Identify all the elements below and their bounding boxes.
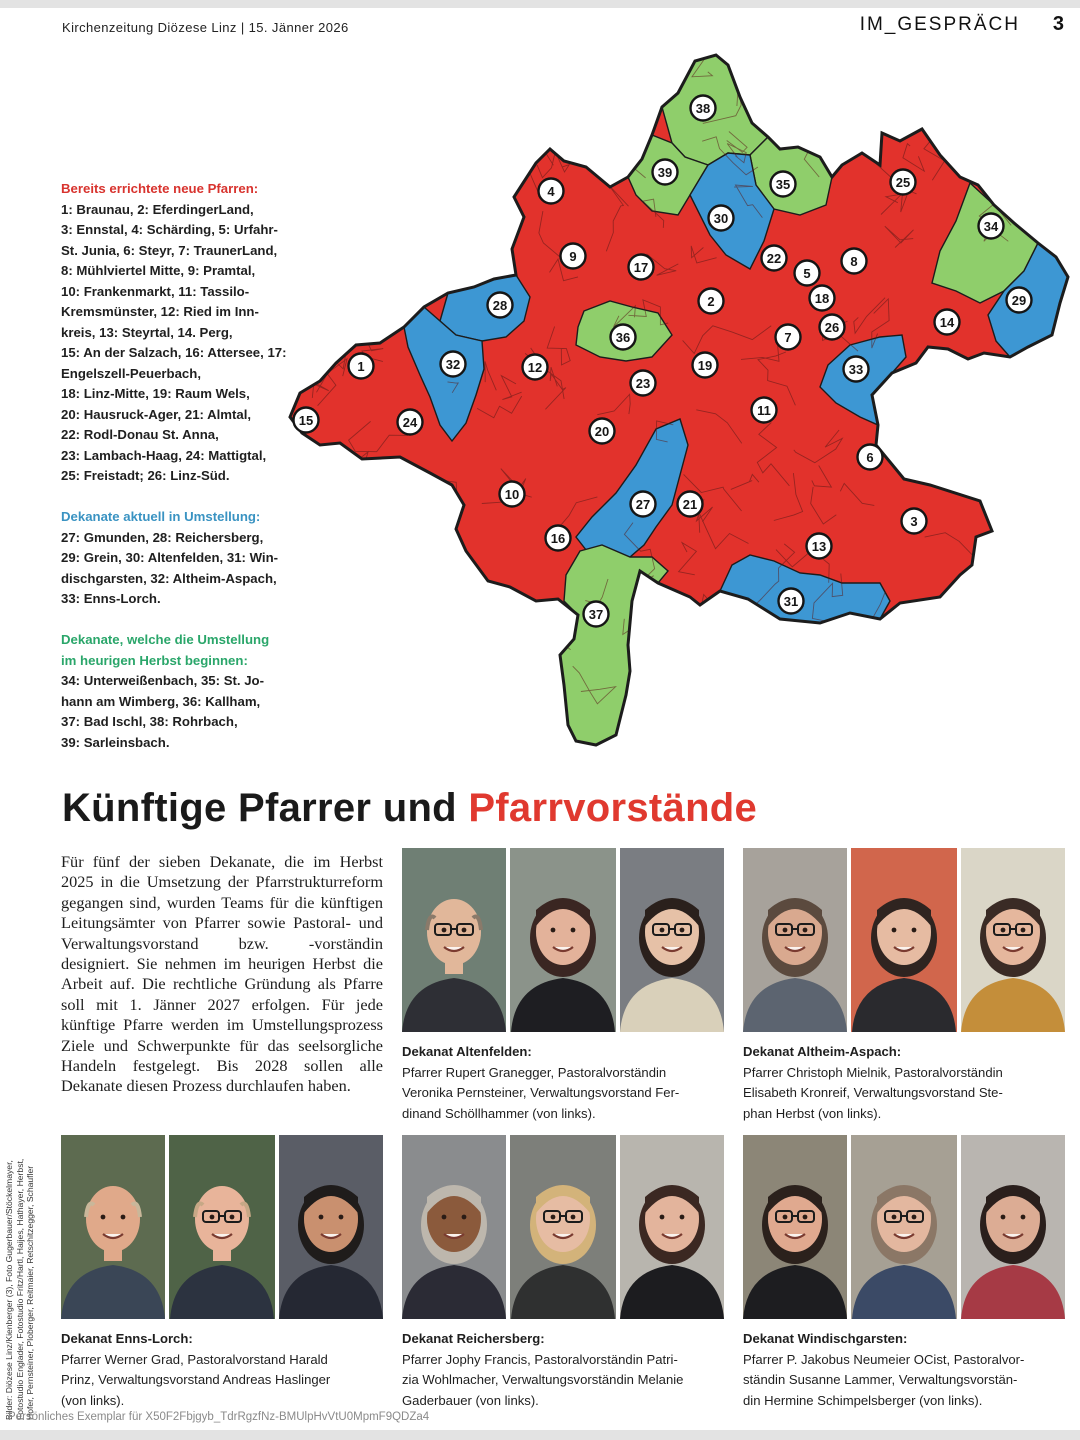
- municipality-border: [1039, 475, 1060, 509]
- municipality-border: [339, 126, 358, 154]
- municipality-border: [350, 303, 371, 334]
- legend-established: [61, 179, 313, 487]
- marker-label: 26: [824, 320, 840, 335]
- marker-label: 29: [1011, 293, 1027, 308]
- marker-label: 2: [707, 294, 715, 309]
- municipality-border: [709, 647, 767, 690]
- marker-31: [779, 589, 804, 614]
- marker-label: 15: [298, 413, 314, 428]
- page-number: 3: [1052, 13, 1064, 35]
- caption-line: (von links).: [61, 1392, 125, 1408]
- marker-16: [546, 526, 571, 551]
- legend-line: 34: Unterweißenbach, 35: St. Jo-: [61, 673, 264, 688]
- municipality-border: [404, 71, 433, 95]
- photo-caption: [743, 1042, 1065, 1124]
- marker-18: [810, 286, 835, 311]
- marker-10: [500, 482, 525, 507]
- legend-line: 37: Bad Ischl, 38: Rohrbach,: [61, 714, 238, 729]
- legend-heading-transition: Dekanate aktuell in Umstellung:: [61, 509, 261, 524]
- caption-line: Pfarrer P. Jakobus Neumeier OCist, Pastoralvor-: [743, 1351, 1025, 1367]
- municipality-border: [463, 710, 486, 731]
- marker-13: [807, 534, 832, 559]
- legend-line: 39: Sarleinsbach.: [61, 734, 170, 750]
- article-headline: [62, 786, 757, 831]
- marker-4: [539, 179, 564, 204]
- legend-heading-autumn: Dekanate, welche die Umstellung: [61, 632, 270, 647]
- photo-row: [61, 1135, 383, 1319]
- marker-29: [1007, 288, 1032, 313]
- marker-1: [349, 354, 374, 379]
- legend-heading-autumn-2: im heurigen Herbst beginnen:: [61, 652, 248, 668]
- marker-label: 11: [757, 403, 771, 418]
- photo-row: [402, 848, 724, 1032]
- municipality-border: [834, 698, 870, 719]
- municipality-border: [334, 111, 353, 154]
- municipality-border: [442, 129, 479, 150]
- municipality-border: [422, 45, 467, 91]
- municipality-border: [1039, 544, 1059, 572]
- marker-label: 18: [814, 291, 830, 306]
- municipality-border: [517, 635, 541, 676]
- municipality-border: [302, 579, 343, 604]
- marker-23: [631, 371, 656, 396]
- marker-label: 14: [939, 315, 955, 330]
- portrait-photo: [743, 848, 847, 1032]
- legend-line: 15: An der Salzach, 16: Attersee, 17:: [61, 345, 287, 360]
- municipality-border: [844, 671, 865, 728]
- marker-9: [561, 244, 586, 269]
- group-reichersberg: [402, 1135, 724, 1411]
- municipality-border: [1005, 392, 1051, 400]
- municipality-border: [373, 646, 428, 678]
- headline-part-1: Künftige Pfarrer und: [62, 786, 469, 830]
- municipality-border: [880, 658, 901, 698]
- municipality-border: [750, 83, 772, 115]
- marker-label: 21: [682, 497, 698, 512]
- publication-line: Kirchenzeitung Diözese Linz | 15. Jänner 2026: [62, 20, 349, 35]
- marker-label: 7: [784, 330, 792, 345]
- marker-label: 4: [547, 184, 555, 199]
- marker-label: 33: [848, 362, 864, 377]
- municipality-border: [652, 601, 670, 658]
- legend-line: kreis, 13: Steyrtal, 14. Perg,: [61, 324, 233, 340]
- municipality-border: [437, 271, 470, 287]
- marker-label: 37: [588, 607, 604, 622]
- marker-34: [979, 214, 1004, 239]
- municipality-border: [703, 629, 725, 669]
- municipality-border: [919, 366, 946, 391]
- marker-label: 30: [713, 211, 729, 226]
- portrait-photo: [620, 848, 724, 1032]
- municipality-border: [280, 256, 305, 277]
- marker-label: 35: [775, 177, 791, 192]
- municipality-border: [558, 67, 624, 99]
- marker-label: 39: [657, 165, 673, 180]
- legend-autumn: [61, 630, 313, 753]
- caption-line: dinand Schöllhammer (von links).: [402, 1105, 596, 1121]
- marker-label: 34: [983, 219, 999, 234]
- portrait-photo: [851, 848, 957, 1032]
- municipality-border: [436, 176, 466, 196]
- marker-label: 17: [633, 260, 649, 275]
- marker-label: 13: [811, 539, 827, 554]
- section-label: IM_GESPRÄCH: [859, 14, 1020, 35]
- marker-label: 12: [527, 360, 543, 375]
- caption-line: ständin Susanne Lammer, Verwaltungsvorstän-: [743, 1372, 1018, 1387]
- marker-24: [398, 410, 423, 435]
- marker-33: [844, 357, 869, 382]
- municipality-border: [430, 682, 447, 731]
- municipality-border: [987, 365, 1030, 397]
- marker-label: 3: [910, 514, 918, 529]
- legend-line: 3: Ennstal, 4: Schärding, 5: Urfahr-: [61, 222, 278, 237]
- marker-15: [294, 408, 319, 433]
- marker-2: [699, 289, 724, 314]
- marker-8: [842, 249, 867, 274]
- portrait-photo: [169, 1135, 275, 1319]
- portrait-photo: [961, 1135, 1065, 1319]
- legend-lines-autumn: [61, 671, 313, 753]
- municipality-border: [361, 256, 405, 303]
- marker-37: [584, 602, 609, 627]
- municipality-border: [280, 349, 316, 383]
- caption-line: Elisabeth Kronreif, Verwaltungsvorstand Ste-: [743, 1085, 1003, 1100]
- portrait-photo: [61, 1135, 165, 1319]
- caption-line: Pfarrer Christoph Mielnik, Pastoralvorständin: [743, 1064, 1003, 1080]
- legend-lines-transition: [61, 528, 313, 610]
- marker-35: [771, 172, 796, 197]
- marker-label: 8: [850, 254, 858, 269]
- marker-label: 22: [766, 251, 782, 266]
- municipality-border: [439, 228, 467, 281]
- caption-line: zia Wohlmacher, Verwaltungsvorständin Melanie: [402, 1372, 684, 1387]
- municipality-border: [398, 81, 420, 98]
- municipality-border: [868, 700, 901, 726]
- legend-lines-established: [61, 200, 313, 487]
- municipality-border: [1024, 376, 1042, 410]
- headline-part-2: Pfarrvorstände: [468, 786, 758, 830]
- marker-11: [752, 398, 777, 423]
- marker-label: 25: [895, 175, 911, 190]
- municipality-border: [327, 641, 346, 684]
- municipality-border: [297, 195, 330, 248]
- photo-caption: [402, 1042, 724, 1124]
- watermark: Persönliches Exemplar für X50F2Fbjgyb_TdrRgzfNz-BMUlpHvVtU0MpmF9QDZa4: [8, 1411, 430, 1423]
- marker-label: 16: [550, 531, 566, 546]
- bottom-strip: [0, 1430, 1080, 1440]
- marker-label: 19: [697, 358, 713, 373]
- marker-7: [776, 325, 801, 350]
- marker-label: 1: [357, 359, 365, 374]
- legend-heading-established: Bereits errichtete neue Pfarren:: [61, 181, 259, 196]
- municipality-border: [835, 88, 862, 127]
- marker-label: 6: [866, 450, 874, 465]
- marker-26: [820, 315, 845, 340]
- photo-caption: [402, 1329, 724, 1411]
- municipality-border: [435, 664, 453, 720]
- group-altenfelden: [402, 848, 724, 1124]
- marker-label: 20: [594, 424, 610, 439]
- municipality-border: [627, 107, 647, 142]
- legend-line: dischgarsten, 32: Altheim-Aspach,: [61, 570, 277, 586]
- municipality-border: [280, 274, 309, 305]
- credit-line-3: Hofer, Pernsteiner, Ploberger, Reitmaier, Retschitzegger, Schaufler: [25, 1165, 36, 1420]
- caption-line: Prinz, Verwaltungsvorstand Andreas Haslinger: [61, 1372, 331, 1387]
- marker-5: [795, 261, 820, 286]
- municipality-border: [1003, 406, 1035, 447]
- marker-14: [935, 310, 960, 335]
- marker-32: [441, 352, 466, 377]
- municipality-border: [449, 99, 492, 125]
- region-bad-ischl: [560, 545, 668, 745]
- marker-22: [762, 246, 787, 271]
- marker-21: [678, 492, 703, 517]
- legend-line: Kremsmünster, 12: Ried im Inn-: [61, 304, 259, 319]
- municipality-border: [983, 61, 1011, 75]
- municipality-border: [896, 692, 930, 700]
- caption-line: phan Herbst (von links).: [743, 1105, 882, 1121]
- municipality-border: [532, 614, 570, 650]
- municipality-border: [737, 46, 761, 79]
- caption-line: Gaderbauer (von links).: [402, 1392, 539, 1408]
- legend-line: 25: Freistadt; 26: Linz-Süd.: [61, 468, 230, 483]
- photo-row: [743, 848, 1065, 1032]
- legend-transition: [61, 507, 313, 610]
- marker-28: [488, 293, 513, 318]
- map-legend: [61, 179, 313, 774]
- group-altheim-aspach: [743, 848, 1065, 1124]
- legend-line: 20: Hausruck-Ager, 21: Almtal,: [61, 406, 252, 422]
- caption-line: Pfarrer Werner Grad, Pastoralvorstand Harald: [61, 1351, 328, 1367]
- caption-line: din Hermine Schimpelsberger (von links).: [743, 1392, 983, 1408]
- marker-25: [891, 170, 916, 195]
- marker-19: [693, 353, 718, 378]
- municipality-border: [471, 51, 509, 88]
- caption-title: Dekanat Altenfelden:: [402, 1044, 532, 1059]
- legend-line: 33: Enns-Lorch.: [61, 591, 161, 606]
- portrait-photo: [620, 1135, 724, 1319]
- municipality-border: [865, 45, 890, 72]
- municipality-border: [471, 96, 510, 129]
- marker-label: 32: [445, 357, 461, 372]
- article-intro: Für fünf der sieben Dekanate, die im Herbst 2025 in die Umsetzung der Pfarrstrukturreform gegangen sind, wurden Teams für die künftigen Leitungsämter von Pfarrer sowie Pastoral- und Verwaltungsvorstand bzw. -vorständin designiert. Sie nehmen im heurigen Herbst die Arbeit auf. Die rechtliche Gründung als Pfarre soll mit 1. Jänner 2027 erfolgen. Für jede künftige Pfarre werden im Umstellungsprozess Ziele und Schwerpunkte für das seelsorgliche Handeln festgelegt. Bis 2028 sollen alle Dekanate diesen Prozess durchlaufen haben.: [61, 852, 383, 1096]
- marker-38: [691, 96, 716, 121]
- marker-6: [858, 445, 883, 470]
- marker-label: 27: [635, 497, 651, 512]
- marker-label: 36: [615, 330, 631, 345]
- legend-line: 22: Rodl-Donau St. Anna,: [61, 427, 219, 442]
- legend-line: 27: Gmunden, 28: Reichersberg,: [61, 529, 264, 545]
- group-windischgarsten: [743, 1135, 1065, 1411]
- photo-row: [743, 1135, 1065, 1319]
- municipality-border: [669, 706, 686, 715]
- marker-12: [523, 355, 548, 380]
- caption-line: Pfarrer Rupert Granegger, Pastoralvorständin: [402, 1064, 667, 1080]
- municipality-border: [280, 522, 307, 571]
- top-strip: [0, 0, 1080, 8]
- marker-label: 9: [569, 249, 577, 264]
- portrait-photo: [402, 848, 506, 1032]
- legend-line: 1: Braunau, 2: EferdingerLand,: [61, 201, 254, 217]
- municipality-border: [443, 701, 477, 736]
- municipality-border: [375, 259, 407, 283]
- legend-line: 18: Linz-Mitte, 19: Raum Wels,: [61, 386, 250, 401]
- credit-line-2: Fotostudio Englader, Fotostudio Fritz/Hartl, Haijes, Hathayer, Herbst,: [14, 1158, 25, 1420]
- municipality-border: [770, 714, 788, 729]
- portrait-photo: [279, 1135, 383, 1319]
- portrait-photo: [402, 1135, 506, 1319]
- caption-line: Veronika Pernsteiner, Verwaltungsvorstand Fer-: [402, 1085, 680, 1100]
- marker-27: [631, 492, 656, 517]
- caption-title: Dekanat Enns-Lorch:: [61, 1331, 193, 1346]
- caption-title: Dekanat Windischgarsten:: [743, 1331, 908, 1346]
- municipality-border: [477, 56, 497, 92]
- photo-row: [402, 1135, 724, 1319]
- portrait-photo: [510, 1135, 616, 1319]
- municipality-border: [816, 731, 837, 756]
- municipality-border: [502, 97, 538, 123]
- municipality-border: [432, 563, 452, 591]
- municipality-border: [527, 647, 543, 687]
- marker-17: [629, 255, 654, 280]
- municipality-border: [989, 439, 1014, 469]
- municipality-border: [1031, 127, 1070, 148]
- marker-label: 23: [635, 376, 651, 391]
- marker-label: 28: [492, 298, 508, 313]
- legend-line: 29: Grein, 30: Altenfelden, 31: Win-: [61, 550, 279, 565]
- photo-credits: [4, 1080, 36, 1420]
- legend-line: 23: Lambach-Haag, 24: Mattigtal,: [61, 447, 267, 463]
- marker-label: 5: [803, 266, 811, 281]
- marker-label: 38: [695, 101, 711, 116]
- municipality-border: [378, 161, 408, 192]
- legend-line: St. Junia, 6: Steyr, 7: TraunerLand,: [61, 242, 278, 258]
- municipality-border: [446, 272, 463, 284]
- municipality-border: [803, 637, 844, 672]
- caption-line: Pfarrer Jophy Francis, Pastoralvorständin Patri-: [402, 1351, 678, 1367]
- municipality-border: [996, 711, 1008, 727]
- marker-label: 24: [402, 415, 418, 430]
- marker-20: [590, 419, 615, 444]
- deanery-map: [280, 45, 1070, 755]
- caption-title: Dekanat Altheim-Aspach:: [743, 1044, 902, 1059]
- legend-line: Engelszell-Peuerbach,: [61, 365, 201, 381]
- municipality-border: [632, 648, 644, 661]
- municipality-border: [440, 593, 501, 620]
- municipality-border: [892, 678, 923, 713]
- marker-label: 31: [783, 594, 799, 609]
- marker-3: [902, 509, 927, 534]
- group-enns-lorch: [61, 1135, 383, 1411]
- municipality-border: [827, 137, 851, 160]
- marker-label: 10: [504, 487, 520, 502]
- municipality-border: [978, 596, 1018, 626]
- municipality-border: [325, 609, 361, 642]
- legend-line: 10: Frankenmarkt, 11: Tassilo-: [61, 283, 250, 299]
- portrait-photo: [851, 1135, 957, 1319]
- legend-line: hann am Wimberg, 36: Kallham,: [61, 693, 261, 709]
- portrait-photo: [961, 848, 1065, 1032]
- caption-title: Dekanat Reichersberg:: [402, 1331, 545, 1346]
- municipality-border: [1031, 562, 1045, 617]
- marker-30: [709, 206, 734, 231]
- marker-36: [611, 325, 636, 350]
- municipality-border: [377, 589, 412, 617]
- credit-line-1: Bilder: Diözese Linz/Kienberger (3), Foto Gugerbauer/Stöckelmayer,: [4, 1160, 14, 1420]
- photo-caption: [61, 1329, 383, 1411]
- marker-39: [653, 160, 678, 185]
- portrait-photo: [510, 848, 616, 1032]
- portrait-photo: [743, 1135, 847, 1319]
- photo-caption: [743, 1329, 1065, 1411]
- municipality-border: [1035, 666, 1056, 729]
- municipality-border: [439, 65, 460, 81]
- legend-line: 8: Mühlviertel Mitte, 9: Pramtal,: [61, 263, 256, 278]
